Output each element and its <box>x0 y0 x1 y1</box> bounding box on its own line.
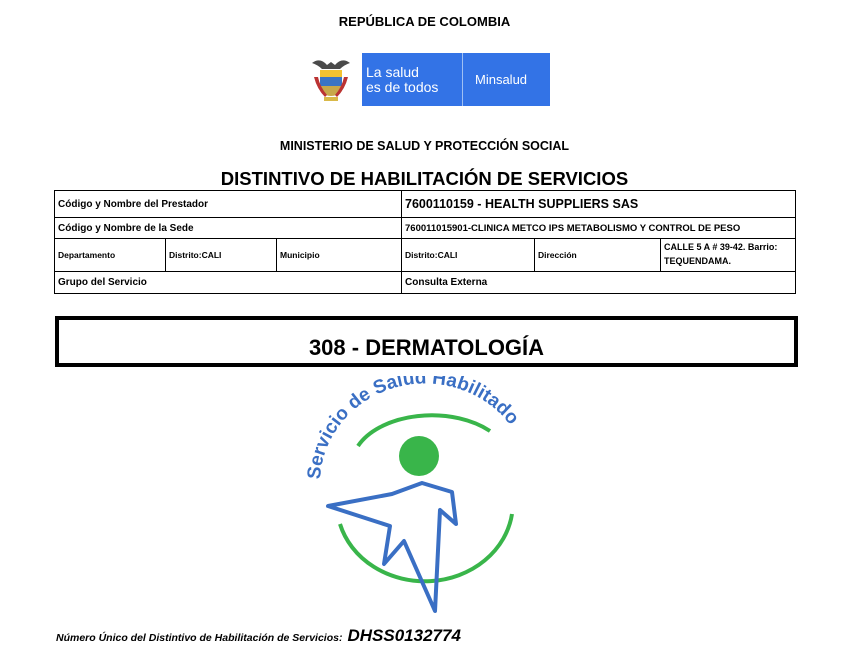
municipio-label: Municipio <box>277 239 402 272</box>
grupo-label: Grupo del Servicio <box>55 272 402 294</box>
direccion-label: Dirección <box>535 239 661 272</box>
coat-of-arms-icon <box>300 53 362 106</box>
direccion-value: CALLE 5 A # 39-42. Barrio: TEQUENDAMA. <box>661 239 796 272</box>
provider-info-table <box>54 190 796 294</box>
grupo-value: Consulta Externa <box>402 272 796 294</box>
table-row <box>55 239 796 272</box>
departamento-label: Departamento <box>55 239 166 272</box>
habilitado-emblem <box>300 376 550 616</box>
table-row <box>55 191 796 218</box>
service-name-box <box>55 316 798 367</box>
prestador-value: 7600110159 - HEALTH SUPPLIERS SAS <box>402 191 796 218</box>
logo-slogan-line1: La salud <box>366 64 419 80</box>
service-name: 308 - DERMATOLOGÍA <box>308 334 545 360</box>
ministry-heading: MINISTERIO DE SALUD Y PROTECCIÓN SOCIAL <box>279 139 570 153</box>
logo-brand: Minsalud <box>475 72 528 87</box>
logo-divider <box>462 53 463 106</box>
table-row <box>55 218 796 239</box>
person-head-icon <box>399 436 439 476</box>
emblem-text-path: Servicio de Salud Habilitado <box>303 376 524 481</box>
document-title: DISTINTIVO DE HABILITACIÓN DE SERVICIOS <box>220 168 629 189</box>
sede-label: Código y Nombre de la Sede <box>55 218 402 239</box>
country-heading: REPÚBLICA DE COLOMBIA <box>338 14 511 29</box>
municipio-value: Distrito:CALI <box>402 239 535 272</box>
minsalud-logo <box>300 53 550 106</box>
footer-label: Número Único del Distintivo de Habilitación de Servicios: <box>56 632 343 644</box>
sede-value: 760011015901-CLINICA METCO IPS METABOLISMO Y CONTROL DE PESO <box>402 218 796 239</box>
star-figure-icon <box>328 483 456 611</box>
departamento-value: Distrito:CALI <box>166 239 277 272</box>
prestador-label: Código y Nombre del Prestador <box>55 191 402 218</box>
distintivo-code: DHSS0132774 <box>347 626 461 645</box>
emblem-green-arc <box>340 514 512 581</box>
table-row <box>55 272 796 294</box>
logo-slogan <box>362 53 462 106</box>
footer <box>56 626 461 646</box>
logo-slogan-line2: es de todos <box>366 79 439 95</box>
